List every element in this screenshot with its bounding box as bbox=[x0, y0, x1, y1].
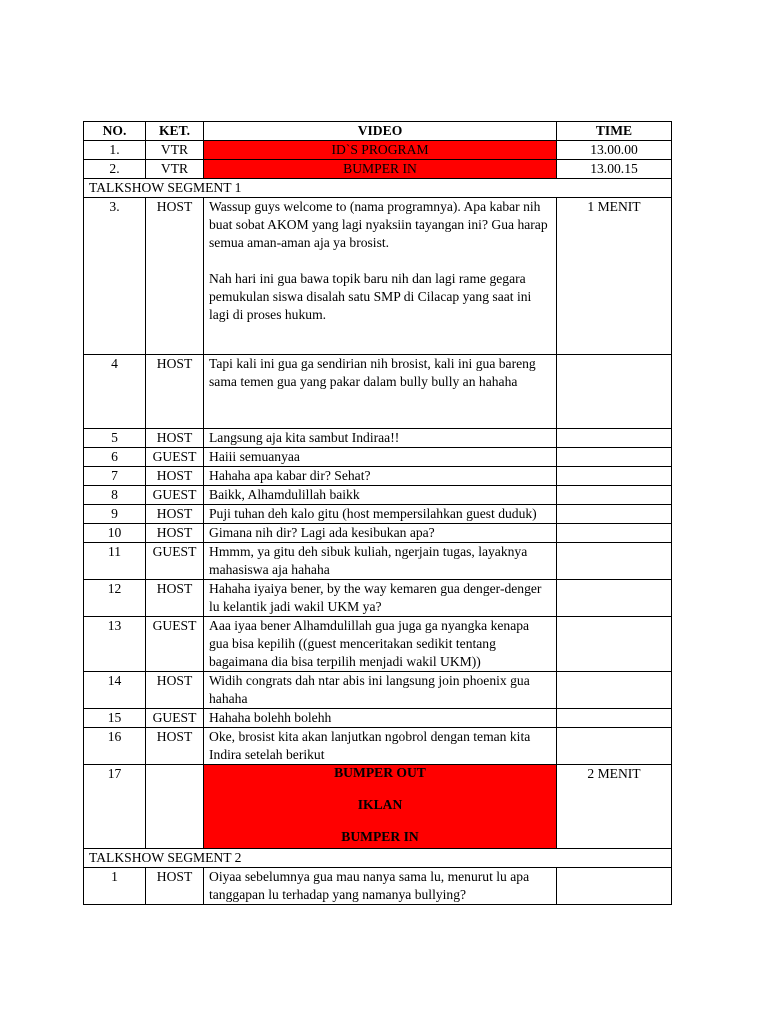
row-video: Puji tuhan deh kalo gitu (host mempersilahkan guest duduk) bbox=[204, 505, 557, 524]
row-video: Haiii semuanyaa bbox=[204, 448, 557, 467]
table-row bbox=[84, 709, 672, 728]
row-time bbox=[557, 617, 672, 672]
row-ket: HOST bbox=[146, 505, 204, 524]
table-row bbox=[84, 486, 672, 505]
segment-row bbox=[84, 179, 672, 198]
header-ket: KET. bbox=[146, 122, 204, 141]
row-ket: GUEST bbox=[146, 448, 204, 467]
row-ket: HOST bbox=[146, 198, 204, 355]
row-video: Oke, brosist kita akan lanjutkan ngobrol dengan teman kita Indira setelah berikut bbox=[204, 728, 557, 765]
row-time bbox=[557, 486, 672, 505]
row-no: 15 bbox=[84, 709, 146, 728]
row-ket: GUEST bbox=[146, 486, 204, 505]
row-ket: HOST bbox=[146, 868, 204, 905]
row-video: Widih congrats dah ntar abis ini langsung join phoenix gua hahaha bbox=[204, 672, 557, 709]
row-no: 16 bbox=[84, 728, 146, 765]
header-no: NO. bbox=[84, 122, 146, 141]
row-video-highlight bbox=[204, 160, 557, 179]
row-video: Gimana nih dir? Lagi ada kesibukan apa? bbox=[204, 524, 557, 543]
row-video-line: IKLAN bbox=[357, 797, 403, 812]
row-video: Langsung aja kita sambut Indiraa!! bbox=[204, 429, 557, 448]
row-no: 2. bbox=[84, 160, 146, 179]
row-video: Hahaha apa kabar dir? Sehat? bbox=[204, 467, 557, 486]
row-no: 5 bbox=[84, 429, 146, 448]
row-no: 6 bbox=[84, 448, 146, 467]
segment-label: TALKSHOW SEGMENT 1 bbox=[84, 179, 672, 198]
row-no: 10 bbox=[84, 524, 146, 543]
row-ket: VTR bbox=[146, 141, 204, 160]
table-row bbox=[84, 429, 672, 448]
row-time: 13.00.00 bbox=[557, 141, 672, 160]
row-video: ID`S PROGRAM bbox=[331, 142, 429, 157]
row-no: 12 bbox=[84, 580, 146, 617]
table-row bbox=[84, 524, 672, 543]
row-time bbox=[557, 429, 672, 448]
row-video-highlight bbox=[204, 765, 557, 849]
row-video: Hahaha iyaiya bener, by the way kemaren gua denger-denger lu kelantik jadi wakil UKM ya? bbox=[204, 580, 557, 617]
row-time bbox=[557, 580, 672, 617]
table-row bbox=[84, 672, 672, 709]
row-no: 13 bbox=[84, 617, 146, 672]
row-no: 1 bbox=[84, 868, 146, 905]
row-video: Baikk, Alhamdulillah baikk bbox=[204, 486, 557, 505]
row-video-paragraph: Wassup guys welcome to (nama programnya). Apa kabar nih buat sobat AKOM yang lagi nyaksiin tayangan ini? Gua harap semua aman-aman aja ya brosist. bbox=[209, 199, 548, 250]
table-row bbox=[84, 160, 672, 179]
row-video: Oiyaa sebelumnya gua mau nanya sama lu, menurut lu apa tanggapan lu terhadap yang namanya bullying? bbox=[204, 868, 557, 905]
row-ket: GUEST bbox=[146, 709, 204, 728]
row-time: 13.00.15 bbox=[557, 160, 672, 179]
row-no: 17 bbox=[84, 765, 146, 849]
table-row bbox=[84, 617, 672, 672]
row-time: 1 MENIT bbox=[557, 198, 672, 355]
row-no: 4 bbox=[84, 355, 146, 429]
table-row bbox=[84, 467, 672, 486]
row-video-line: BUMPER OUT bbox=[334, 765, 426, 780]
table-row bbox=[84, 355, 672, 429]
segment-label: TALKSHOW SEGMENT 2 bbox=[84, 849, 672, 868]
rundown-table bbox=[83, 121, 672, 905]
row-ket: GUEST bbox=[146, 543, 204, 580]
row-no: 3. bbox=[84, 198, 146, 355]
row-no: 11 bbox=[84, 543, 146, 580]
row-no: 14 bbox=[84, 672, 146, 709]
table-row bbox=[84, 141, 672, 160]
row-no: 8 bbox=[84, 486, 146, 505]
row-ket: HOST bbox=[146, 580, 204, 617]
row-video: BUMPER IN bbox=[343, 161, 417, 176]
table-row bbox=[84, 868, 672, 905]
table-row bbox=[84, 543, 672, 580]
row-ket: VTR bbox=[146, 160, 204, 179]
table-row bbox=[84, 728, 672, 765]
header-time: TIME bbox=[557, 122, 672, 141]
row-no: 7 bbox=[84, 467, 146, 486]
row-time bbox=[557, 709, 672, 728]
header-video: VIDEO bbox=[204, 122, 557, 141]
row-time bbox=[557, 448, 672, 467]
row-no: 1. bbox=[84, 141, 146, 160]
row-time: 2 MENIT bbox=[557, 765, 672, 849]
row-no: 9 bbox=[84, 505, 146, 524]
row-time bbox=[557, 868, 672, 905]
row-ket: HOST bbox=[146, 429, 204, 448]
row-ket: HOST bbox=[146, 355, 204, 429]
row-video-paragraph: Nah hari ini gua bawa topik baru nih dan lagi rame gegara pemukulan siswa disalah satu SMP di Cilacap yang saat ini lagi di proses hukum. bbox=[209, 271, 532, 322]
table-row bbox=[84, 765, 672, 849]
table-row bbox=[84, 448, 672, 467]
row-ket: HOST bbox=[146, 467, 204, 486]
header-row bbox=[84, 122, 672, 141]
segment-row bbox=[84, 849, 672, 868]
row-time bbox=[557, 467, 672, 486]
row-ket: HOST bbox=[146, 672, 204, 709]
row-video: Tapi kali ini gua ga sendirian nih brosist, kali ini gua bareng sama temen gua yang pakar dalam bully bully an hahaha bbox=[204, 355, 557, 429]
table-row bbox=[84, 505, 672, 524]
row-time bbox=[557, 672, 672, 709]
row-time bbox=[557, 355, 672, 429]
row-video-line: BUMPER IN bbox=[341, 829, 419, 844]
row-ket: HOST bbox=[146, 524, 204, 543]
row-time bbox=[557, 728, 672, 765]
row-ket: GUEST bbox=[146, 617, 204, 672]
table-row bbox=[84, 580, 672, 617]
row-video: Hmmm, ya gitu deh sibuk kuliah, ngerjain tugas, layaknya mahasiswa aja hahaha bbox=[204, 543, 557, 580]
row-video: Aaa iyaa bener Alhamdulillah gua juga ga nyangka kenapa gua bisa kepilih ((guest menceritakan sedikit tentang bagaimana dia bisa terpilih menjadi wakil UKM)) bbox=[204, 617, 557, 672]
row-video bbox=[204, 198, 557, 355]
row-ket: HOST bbox=[146, 728, 204, 765]
row-video-highlight bbox=[204, 141, 557, 160]
row-time bbox=[557, 505, 672, 524]
row-video: Hahaha bolehh bolehh bbox=[204, 709, 557, 728]
row-time bbox=[557, 524, 672, 543]
row-ket bbox=[146, 765, 204, 849]
row-time bbox=[557, 543, 672, 580]
table-row bbox=[84, 198, 672, 355]
